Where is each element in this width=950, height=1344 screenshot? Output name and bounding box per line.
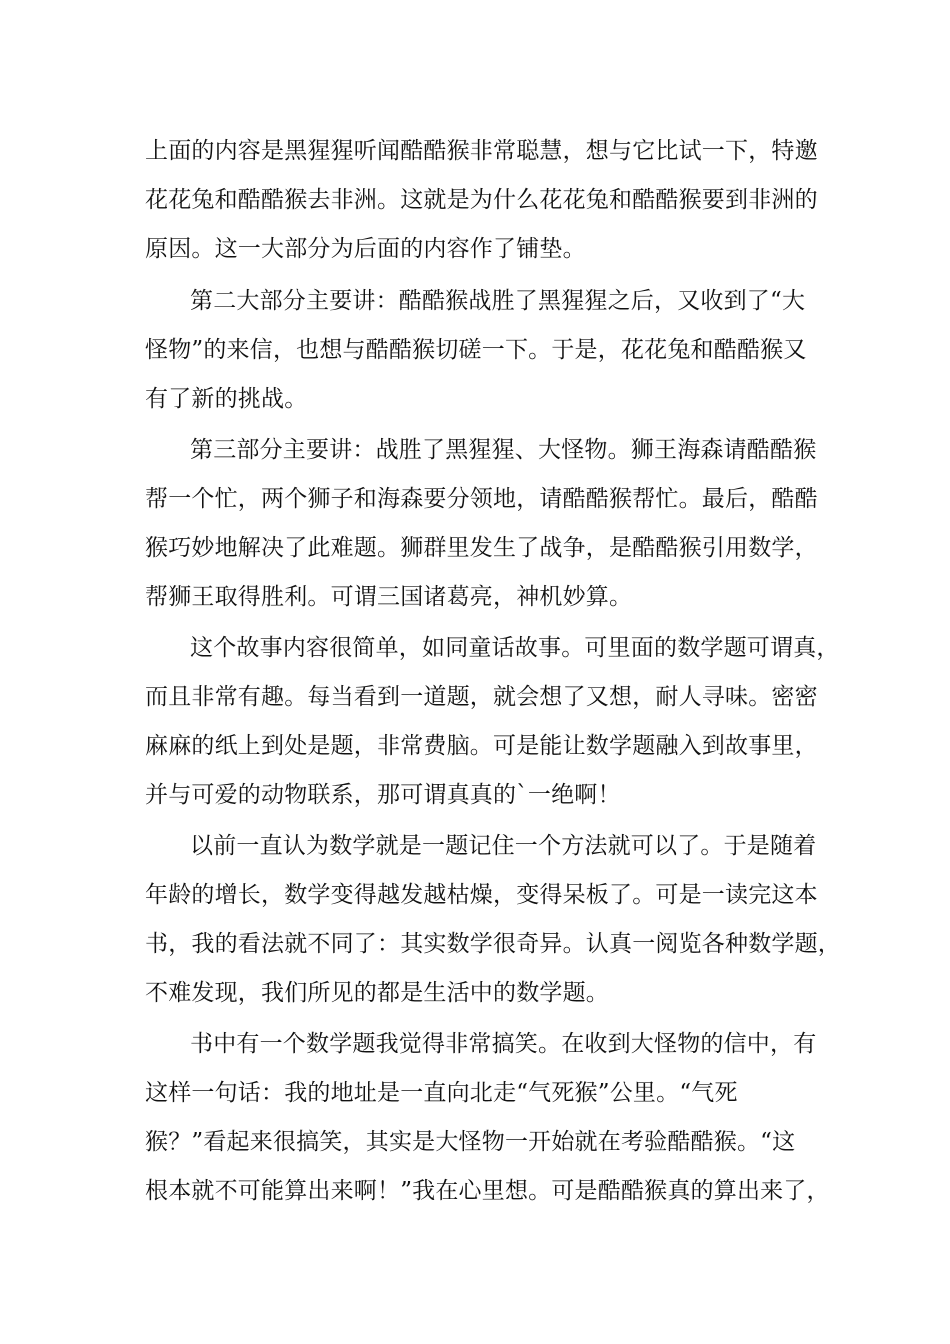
text-line: 第三部分主要讲：战胜了黑猩猩、大怪物。狮王海森请酷酷猴: [190, 437, 817, 463]
text-line: 麻麻的纸上到处是题，非常费脑。可是能让数学题融入到故事里，: [145, 733, 818, 759]
text-line: 怪物”的来信，也想与酷酷猴切磋一下。于是，花花兔和酷酷猴又: [145, 337, 807, 363]
text-line: 书中有一个数学题我觉得非常搞笑。在收到大怪物的信中，有: [190, 1031, 817, 1057]
text-line: 花花兔和酷酷猴去非洲。这就是为什么花花兔和酷酷猴要到非洲的: [145, 187, 818, 213]
text-line: 有了新的挑战。: [145, 386, 308, 412]
text-line: 以前一直认为数学就是一题记住一个方法就可以了。于是随着: [190, 833, 817, 859]
text-line: 书，我的看法就不同了：其实数学很奇异。认真一阅览各种数学题，: [145, 931, 841, 957]
text-line: 年龄的增长，数学变得越发越枯燥，变得呆板了。可是一读完这本: [145, 882, 818, 908]
text-line: 而且非常有趣。每当看到一道题，就会想了又想，耐人寻味。密密: [145, 684, 818, 710]
text-line: 这个故事内容很简单，如同童话故事。可里面的数学题可谓真，: [190, 635, 840, 661]
text-line: 原因。这一大部分为后面的内容作了铺垫。: [145, 236, 586, 262]
text-line: 这样一句话：我的地址是一直向北走“气死猴”公里。“气死: [145, 1080, 738, 1106]
text-line: 上面的内容是黑猩猩听闻酷酷猴非常聪慧，想与它比试一下，特邀: [145, 138, 818, 164]
text-line: 第二大部分主要讲：酷酷猴战胜了黑猩猩之后，又收到了“大: [190, 288, 806, 314]
text-line: 帮狮王取得胜利。可谓三国诸葛亮，神机妙算。: [145, 584, 633, 610]
text-line: 猴？”看起来很搞笑，其实是大怪物一开始就在考验酷酷猴。“这: [145, 1129, 796, 1155]
text-line: 不难发现，我们所见的都是生活中的数学题。: [145, 980, 609, 1006]
text-line: 帮一个忙，两个狮子和海森要分领地，请酷酷猴帮忙。最后，酷酷: [145, 486, 818, 512]
text-line: 猴巧妙地解决了此难题。狮群里发生了战争，是酷酷猴引用数学，: [145, 535, 818, 561]
text-line: 并与可爱的动物联系，那可谓真真的`一绝啊！: [145, 782, 621, 808]
text-line: 根本就不可能算出来啊！”我在心里想。可是酷酷猴真的算出来了，: [145, 1178, 830, 1204]
